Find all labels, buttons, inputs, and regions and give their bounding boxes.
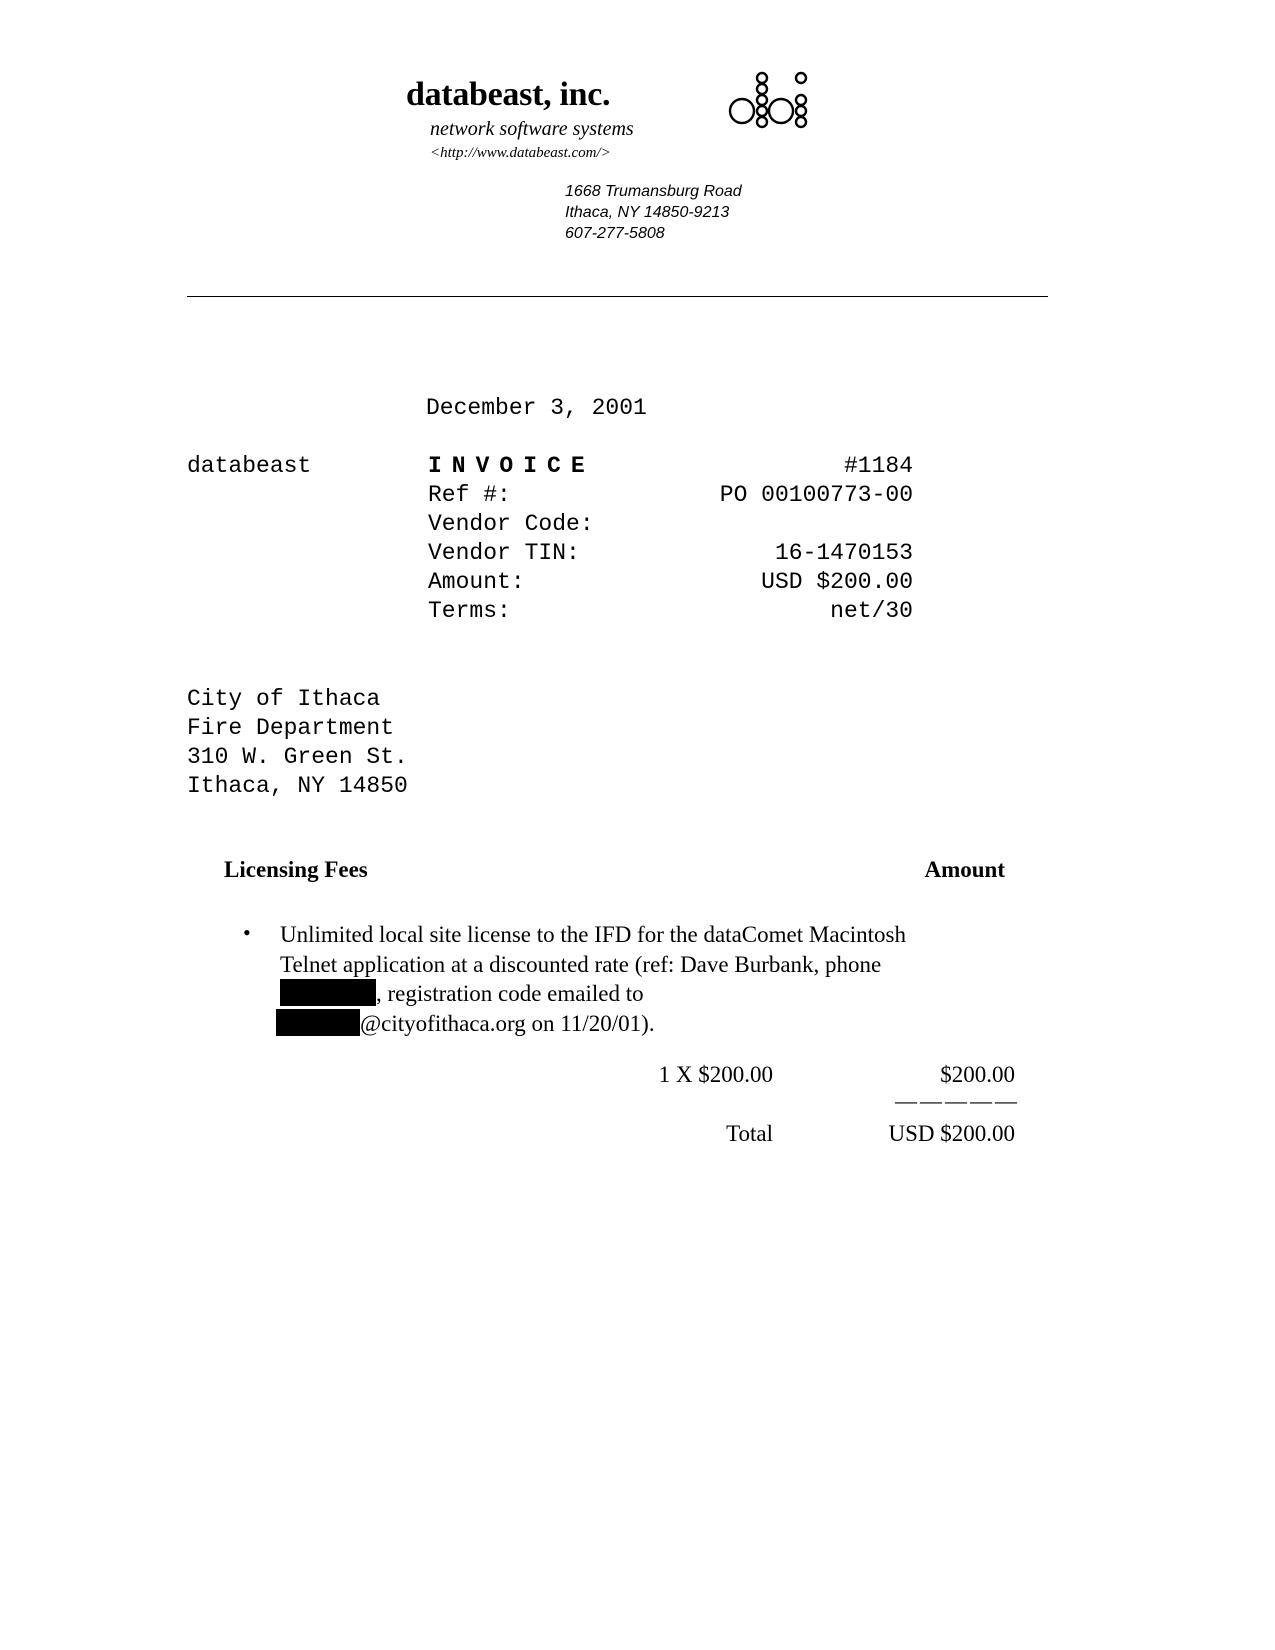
company-name: databeast, inc. [406, 76, 611, 113]
item-text-part-3: @cityofithaca.org on 11/20/01). [360, 1010, 655, 1036]
address-line-2: Ithaca, NY 14850-9213 [565, 204, 730, 221]
terms-value: net/30 [830, 598, 913, 624]
company-website: <http://www.databeast.com/> [430, 145, 611, 161]
item-text-part-1: Unlimited local site license to the IFD for the dataComet Macintosh Telnet application at a discounted rate (ref: Dave Burbank, phone [280, 922, 906, 977]
terms-label: Terms: [428, 598, 511, 624]
invoice-number: #1184 [843, 453, 913, 479]
header-divider [187, 296, 1048, 297]
item-quantity-price: 1 X $200.00 [658, 1062, 773, 1087]
redacted-phone [280, 979, 376, 1006]
item-text-part-2: , registration code emailed to [376, 981, 644, 1006]
total-label: Total [726, 1121, 773, 1146]
company-phone: 607-277-5808 [565, 225, 665, 242]
redacted-email-user [276, 1009, 360, 1036]
items-header-label: Licensing Fees [224, 857, 368, 882]
amount-label: Amount: [428, 569, 525, 595]
vendor-code-label: Vendor Code: [428, 511, 594, 537]
company-tagline: network software systems [430, 118, 634, 140]
ref-label: Ref #: [428, 482, 511, 508]
vendor-tin-value: 16-1470153 [774, 540, 913, 566]
item-bullet: • [243, 920, 251, 945]
ref-value: PO 00100773-00 [719, 482, 913, 508]
bill-to-line-1: City of Ithaca [187, 686, 381, 712]
bill-to-line-3: 310 W. Green St. [187, 744, 408, 770]
invoice-date: December 3, 2001 [426, 395, 647, 421]
bill-to-line-2: Fire Department [187, 715, 395, 741]
total-separator: ————— [895, 1088, 1020, 1113]
vendor-tin-label: Vendor TIN: [428, 540, 580, 566]
item-amount: $200.00 [940, 1062, 1015, 1087]
item-description [280, 920, 920, 1038]
amount-header-label: Amount [924, 857, 1005, 882]
address-line-1: 1668 Trumansburg Road [565, 183, 742, 200]
bill-to-line-4: Ithaca, NY 14850 [187, 773, 408, 799]
amount-value: USD $200.00 [761, 569, 913, 595]
invoice-from: databeast [187, 453, 312, 479]
databeast-logo-icon [728, 70, 814, 135]
total-value: USD $200.00 [888, 1121, 1015, 1146]
invoice-title: INVOICE [428, 453, 595, 479]
